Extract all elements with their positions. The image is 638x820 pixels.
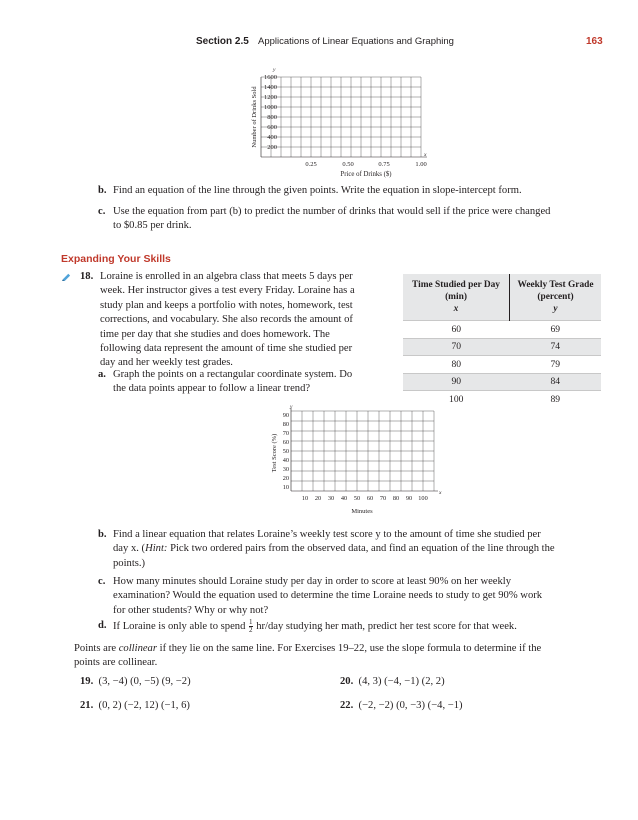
x-tick: 80 [392,495,400,502]
collinear-line1 [74,642,541,656]
graph-drinks-x-label: Price of Drinks ($) [340,171,392,178]
table-header-grade-line1: Weekly Test Grade [517,280,594,290]
problem-18-line: week. Her instructor gives a test every Friday. Loraine has a [100,285,355,297]
x-tick: 40 [340,495,348,502]
x-tick: 90 [405,495,413,502]
x-tick: 0.75 [378,161,390,168]
table-header-time-line1: Time Studied per Day [412,280,500,290]
problem-18-line: day and her weekly test grades. [100,357,233,369]
y-tick: 40 [282,457,289,464]
x-tick: 30 [327,495,335,502]
collinear-paragraph [74,642,541,671]
collinear-line2: points are collinear. [74,657,158,669]
collinear-line1-end: if they lie on the same line. For Exercises 19–22, use the slope formula to determine if the [156,643,542,654]
part-b2-line2 [113,542,555,556]
collinear-term: collinear [118,643,157,654]
y-tick: 1200 [264,94,277,101]
table-cell-y: 79 [510,356,602,374]
graph-drinks-y-label: Number of Drinks Sold [251,86,258,148]
table-header-time-var: x [453,304,459,314]
part-d-text-after: hr/day studying her math, predict her test score for that week. [256,620,517,632]
problem-18-line: time per day that she studies and does homework. The [100,328,330,340]
exercise-19 [80,676,191,687]
table-cell-y: 89 [510,391,602,408]
y-tick: 200 [267,144,277,151]
problem-18-line: corrections, and vocabulary. She also records the amount of [100,314,353,326]
table-cell-x: 80 [403,356,510,374]
y-tick: 1400 [264,84,277,91]
part-b1-label: b. [98,185,107,196]
study-data-table [403,274,601,408]
section-heading: Expanding Your Skills [61,253,171,265]
exercise-number: 21. [80,700,94,711]
y-tick: 600 [267,124,277,131]
y-tick: 60 [282,439,289,446]
table-header-time-line2: (min) [445,292,467,302]
page-number: 163 [586,36,603,47]
graph-drinks-x-var: x [424,152,427,158]
table-header-time [403,274,510,321]
x-tick: 50 [353,495,361,502]
y-tick: 400 [267,134,277,141]
y-tick: 90 [282,412,289,419]
part-c1-line1: Use the equation from part (b) to predict the number of drinks that would sell if the price were changed [113,206,551,217]
pencil-icon [62,272,71,281]
table-header-grade-line2: (percent) [537,292,574,302]
exercise-number: 20. [340,676,354,687]
part-c1-line2: to $0.85 per drink. [113,220,192,232]
part-a-label: a. [98,369,106,380]
part-a-line1: Graph the points on a rectangular coordinate system. Do [113,369,353,380]
part-b2-hint: Hint: [145,543,168,555]
part-c1 [98,205,551,232]
part-c2-line1: How many minutes should Loraine study per day in order to score at least 90% on her weekly [113,576,512,587]
table-header-grade-var: y [553,304,558,314]
part-a-line2: the data points appear to follow a linear trend? [113,383,311,395]
x-tick: 60 [366,495,374,502]
exercise-21 [80,700,190,711]
x-tick: 100 [418,495,428,502]
y-tick: 30 [282,466,289,473]
table-header-row [403,274,601,321]
x-tick: 0.25 [305,161,317,168]
part-c2-line2: examination? Would the equation used to determine the time Loraine needs to study to get 90% work [113,590,543,602]
graph-test-score-x-var: x [439,490,442,496]
exercise-points: (0, 2) (−2, 12) (−1, 6) [98,700,190,711]
table-cell-y: 84 [510,373,602,391]
y-tick: 1000 [264,104,277,111]
table-cell-x: 60 [403,321,510,339]
part-b2-label: b. [98,529,107,540]
part-d [98,618,517,634]
y-tick: 50 [282,448,289,455]
table-cell-x: 90 [403,373,510,391]
y-tick: 1600 [264,74,277,81]
fraction-one-half [249,619,253,634]
part-c2-line3: for other students? Why or why not? [113,604,269,616]
problem-18-line: Loraine is enrolled in an algebra class that meets 5 days per [100,271,353,282]
problem-18-line: study plan and keeps a portfolio with notes, homework, test [100,299,353,311]
part-b2-line3: points.) [113,557,146,569]
x-tick: 10 [301,495,309,502]
part-b2-line2-start: day x. ( [113,543,146,555]
table-row [403,321,601,339]
section-number: Section 2.5 [196,36,249,47]
part-d-label: d. [98,620,107,631]
x-tick: 70 [379,495,387,502]
part-c2 [98,575,543,616]
y-tick: 70 [282,430,289,437]
problem-18-number: 18. [80,271,94,282]
table-cell-y: 74 [510,338,602,356]
graph-test-score-y-label: Test Score (%) [271,433,278,473]
part-b2-line1: Find a linear equation that relates Loraine’s weekly test score y to the amount of time she studied per [113,529,541,540]
x-tick: 0.50 [342,161,354,168]
part-c1-label: c. [98,206,106,217]
part-b1 [98,184,522,198]
graph-drinks-y-var: y [273,67,276,73]
collinear-line1-start: Points are [74,643,119,654]
exercise-number: 22. [340,700,354,711]
exercise-points: (−2, −2) (0, −3) (−4, −1) [358,700,463,711]
graph-test-score-x-label: Minutes [351,508,373,515]
part-b1-text: Find an equation of the line through the given points. Write the equation in slope-intercept form. [113,185,522,196]
problem-18 [80,270,355,369]
fraction-numerator: 1 [249,618,253,626]
x-tick: 20 [314,495,322,502]
table-cell-x: 70 [403,338,510,356]
y-tick: 20 [282,475,289,482]
exercise-points: (4, 3) (−4, −1) (2, 2) [358,676,445,687]
fraction-denominator: 2 [249,626,253,634]
table-row [403,338,601,356]
part-b2 [98,528,555,569]
table-row [403,356,601,374]
part-d-text-before: If Loraine is only able to spend [113,620,246,632]
part-c2-label: c. [98,576,106,587]
part-b2-line2-end: Pick two ordered pairs from the observed data, and find an equation of the line through the [167,543,555,555]
graph-drinks-grid [261,77,427,157]
y-tick: 80 [282,421,289,428]
part-d-text [113,619,517,634]
y-tick: 10 [282,484,289,491]
x-tick: 1.00 [415,161,427,168]
problem-18-part-a [98,368,353,395]
graph-test-score-grid [291,408,438,491]
exercise-22 [340,700,463,711]
table-header-grade [510,274,602,321]
graph-test-score [262,400,452,518]
y-tick: 800 [267,114,277,121]
table-cell-x: 100 [403,391,510,408]
table-row [403,373,601,391]
section-title: Applications of Linear Equations and Graphing [258,36,454,47]
exercise-20 [340,676,445,687]
problem-18-line: following data represent the amount of time she studied per [100,343,353,355]
graph-drinks [240,62,440,182]
table-cell-y: 69 [510,321,602,339]
exercise-number: 19. [80,676,94,687]
graph-test-score-y-var: y [290,404,293,410]
exercise-points: (3, −4) (0, −5) (9, −2) [98,676,191,687]
